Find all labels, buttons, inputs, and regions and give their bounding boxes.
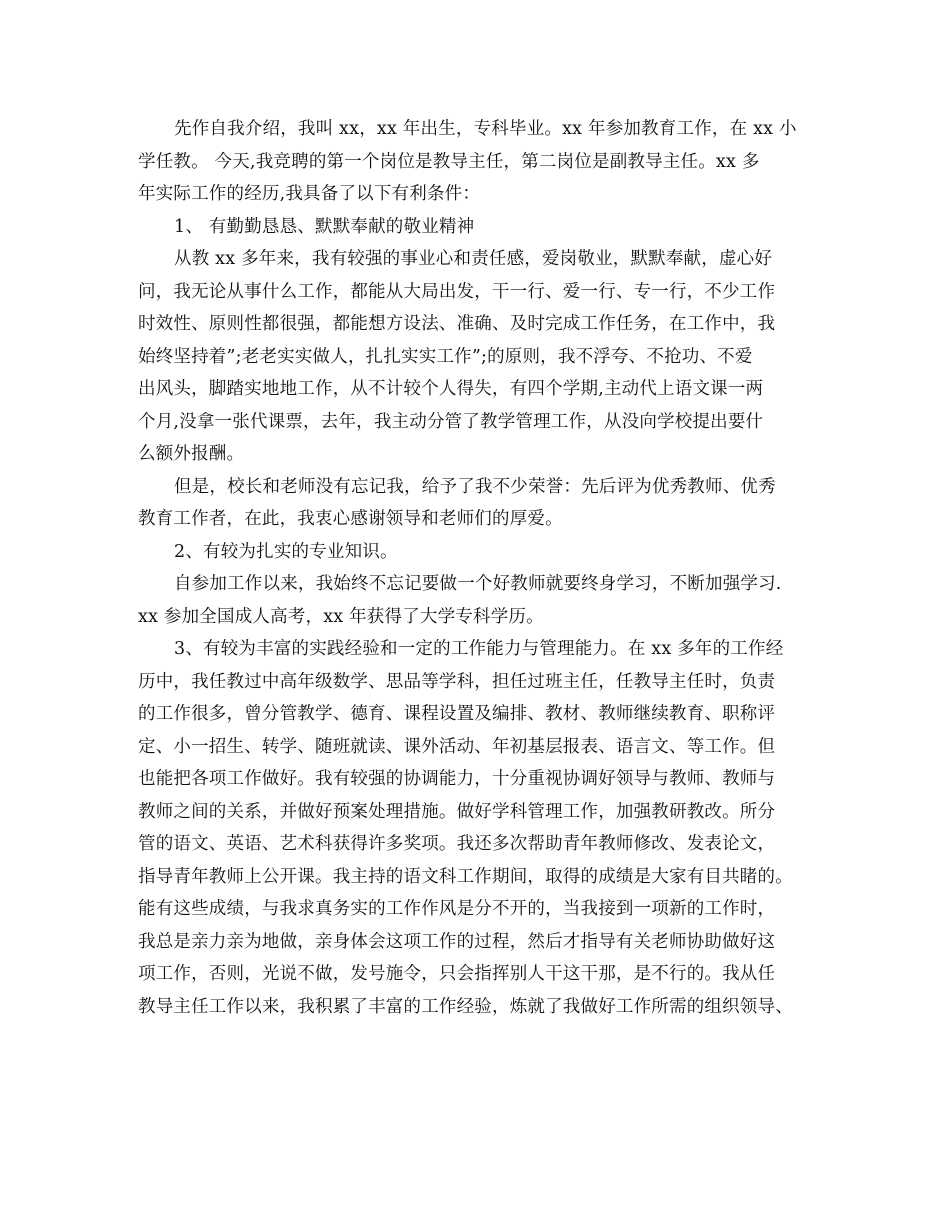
text-line: 我总是亲力亲为地做，亲身体会这项工作的过程，然后才指导有关老师协助做好这 <box>138 931 776 952</box>
text-line: 3、有较为丰富的实践经验和一定的工作能力与管理能力。在 xx 多年的工作经 <box>174 639 784 659</box>
text-line: 项工作，否则，光说不做，发号施令，只会指挥别人干这干那，是不行的。我从任 <box>138 964 776 984</box>
text-line: 定、小一招生、转学、随班就读、课外活动、年初基层报表、语言文、等工作。但 <box>138 736 776 757</box>
text-line: 时效性、原则性都很强，都能想方设法、准确、及时完成工作任务，在工作中，我 <box>138 314 776 334</box>
text-line: 问，我无论从事什么工作，都能从大局出发，干一行、爱一行、专一行，不少工作 <box>138 281 776 302</box>
text-line: 从教 xx 多年来，我有较强的事业心和责任感，爱岗敬业，默默奉献，虚心好 <box>174 249 773 269</box>
text-line: 教师之间的关系，并做好预案处理措施。做好学科管理工作，加强教研教改。所分 <box>138 801 776 822</box>
text-line: 先作自我介绍，我叫 xx，xx 年出生，专科毕业。xx 年参加教育工作，在 xx 小 <box>174 119 797 139</box>
text-line: 管的语文、英语、艺术科获得许多奖项。我还多次帮助青年教师修改、发表论文， <box>138 834 776 854</box>
text-line: 么额外报酬。 <box>138 444 245 464</box>
text-line: xx 参加全国成人高考，xx 年获得了大学专科学历。 <box>138 606 544 627</box>
text-line: 教导主任工作以来，我积累了丰富的工作经验，炼就了我做好工作所需的组织领导、 <box>138 996 793 1017</box>
text-line: 学任教。 今天,我竞聘的第一个岗位是教导主任，第二岗位是副教导主任。xx 多 <box>138 151 760 172</box>
document-body <box>138 113 828 1023</box>
text-line: 指导青年教师上公开课。我主持的语文科工作期间，取得的成绩是大家有目共睹的。 <box>138 866 793 887</box>
text-line: 始终坚持着”;老老实实做人，扎扎实实工作”;的原则，我不浮夸、不抢功、不爱 <box>138 346 753 367</box>
text-line: 也能把各项工作做好。我有较强的协调能力，十分重视协调好领导与教师、教师与 <box>138 769 776 789</box>
text-line: 的工作很多，曾分管教学、德育、课程设置及编排、教材、教师继续教育、职称评 <box>138 704 776 724</box>
text-line: 2、有较为扎实的专业知识。 <box>174 541 398 562</box>
text-line: 历中，我任教过中高年级数学、思品等学科，担任过班主任，任教导主任时，负责 <box>138 671 776 692</box>
text-line: 1、 有勤勤恳恳、默默奉献的敬业精神 <box>174 216 475 237</box>
text-line: 但是，校长和老师没有忘记我，给予了我不少荣誉：先后评为优秀教师、优秀 <box>174 476 776 497</box>
text-line: 能有这些成绩，与我求真务实的工作作风是分不开的，当我接到一项新的工作时， <box>138 899 776 919</box>
text-line: 出风头，脚踏实地地工作，从不计较个人得失，有四个学期,主动代上语文课一两 <box>138 379 764 399</box>
text-line: 年实际工作的经历,我具备了以下有利条件： <box>138 184 481 204</box>
text-line: 个月,没拿一张代课票，去年，我主动分管了教学管理工作，从没向学校提出要什 <box>138 411 764 432</box>
text-line: 教育工作者，在此，我衷心感谢领导和老师们的厚爱。 <box>138 509 563 529</box>
text-line: 自参加工作以来，我始终不忘记要做一个好教师就要终身学习，不断加强学习. <box>174 574 782 594</box>
